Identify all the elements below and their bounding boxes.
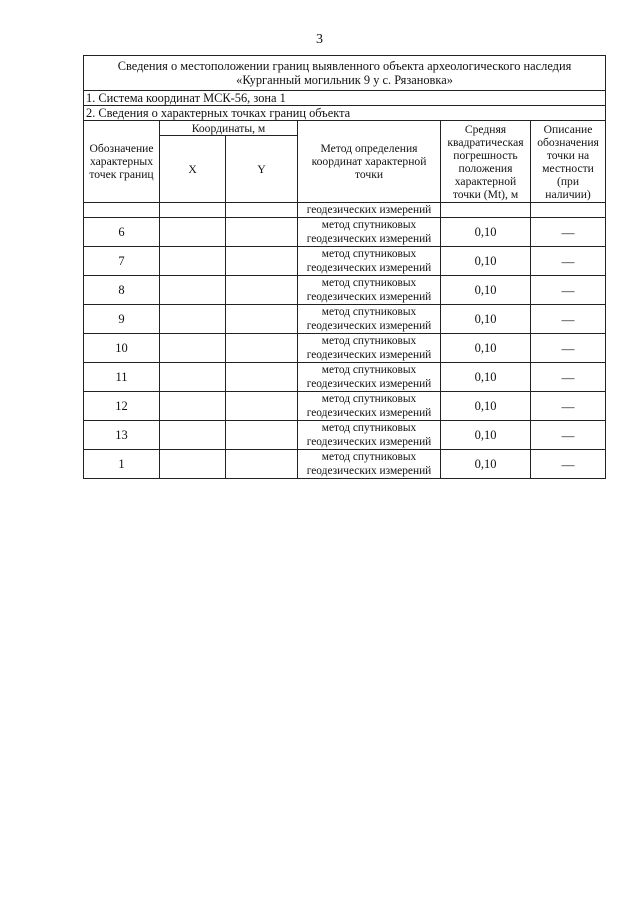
description-value: — [531,276,606,305]
point-number: 1 [84,450,160,479]
table-title-line1: Сведения о местоположении границ выявленного объекта археологического наследия [117,59,572,73]
method-line2: геодезических измерений [306,291,432,303]
method-line2: геодезических измерений [306,436,432,448]
method-line1: метод спутниковых [321,422,417,434]
coordinate-y [226,421,298,450]
method-cell [298,363,441,392]
coordinate-y [226,218,298,247]
method-cell [298,276,441,305]
method-line2: геодезических измерений [306,262,432,274]
coordinate-y [226,247,298,276]
point-number: 8 [84,276,160,305]
header-y: Y [226,136,298,203]
coordinate-y [226,392,298,421]
point-number: 10 [84,334,160,363]
page-number: 3 [316,32,323,47]
method-line1: метод спутниковых [321,393,417,405]
description-value: — [531,334,606,363]
error-value: 0,10 [441,276,531,305]
method-cell [298,305,441,334]
table-title-line2: «Курганный могильник 9 у с. Рязановка» [236,73,453,87]
error-value: 0,10 [441,363,531,392]
table-row [84,305,606,334]
header-row-1 [84,121,606,136]
point-number: 7 [84,247,160,276]
method-line2: геодезических измерений [306,465,432,477]
table-row [84,392,606,421]
point-number: 11 [84,363,160,392]
method-cell [298,421,441,450]
coordinate-x [160,247,226,276]
table-row [84,218,606,247]
coordinate-x [160,305,226,334]
method-line2: геодезических измерений [306,320,432,332]
header-x: X [160,136,226,203]
method-line1: метод спутниковых [321,219,417,231]
error-value: 0,10 [441,218,531,247]
error-value: 0,10 [441,392,531,421]
method-line2: геодезических измерений [306,349,432,361]
header-point: Обозначение характерных точек границ [84,121,160,203]
coordinate-x [160,421,226,450]
coordinate-y [226,450,298,479]
coordinate-y [226,276,298,305]
coordinate-y [226,363,298,392]
header-method: Метод определения координат характерной точки [298,121,441,203]
method-cell [298,450,441,479]
table-row [84,421,606,450]
method-cell [298,218,441,247]
boundary-points-table [83,55,606,479]
coordinate-y [226,334,298,363]
header-description: Описание обозначения точки на местности (при наличии) [531,121,606,203]
method-line1: метод спутниковых [321,306,417,318]
method-line1: метод спутниковых [321,335,417,347]
coordinate-x [160,218,226,247]
description-value: — [531,450,606,479]
method-cell [298,392,441,421]
coordinate-x [160,363,226,392]
data-rows [84,218,606,479]
coordinate-x [160,334,226,363]
method-line1: метод спутниковых [321,451,417,463]
point-number: 9 [84,305,160,334]
coordinate-x [160,276,226,305]
description-value: — [531,305,606,334]
table-row [84,276,606,305]
description-value: — [531,363,606,392]
error-value: 0,10 [441,421,531,450]
error-value: 0,10 [441,334,531,363]
title-row [84,56,606,91]
method-line2: геодезических измерений [306,407,432,419]
continuation-method: геодезических измерений [298,203,441,218]
table-title [84,56,606,91]
error-value: 0,10 [441,450,531,479]
header-coordinates: Координаты, м [160,121,298,136]
method-line1: метод спутниковых [321,248,417,260]
description-value: — [531,247,606,276]
table-row [84,247,606,276]
method-cell [298,247,441,276]
table-row [84,450,606,479]
point-number: 12 [84,392,160,421]
section2-row [84,106,606,121]
method-line2: геодезических измерений [306,378,432,390]
continuation-row [84,203,606,218]
description-value: — [531,392,606,421]
coordinate-system: 1. Система координат МСК-56, зона 1 [84,91,606,106]
description-value: — [531,218,606,247]
table-row [84,363,606,392]
coordinate-x [160,450,226,479]
coordinate-y [226,305,298,334]
point-number: 13 [84,421,160,450]
header-error: Средняя квадратическая погрешность положения характерной точки (Mt), м [441,121,531,203]
method-line1: метод спутниковых [321,364,417,376]
description-value: — [531,421,606,450]
method-line1: метод спутниковых [321,277,417,289]
method-cell [298,334,441,363]
point-number: 6 [84,218,160,247]
error-value: 0,10 [441,247,531,276]
table-row [84,334,606,363]
coordinate-x [160,392,226,421]
method-line2: геодезических измерений [306,233,432,245]
section1-row [84,91,606,106]
points-section-title: 2. Сведения о характерных точках границ объекта [84,106,606,121]
error-value: 0,10 [441,305,531,334]
